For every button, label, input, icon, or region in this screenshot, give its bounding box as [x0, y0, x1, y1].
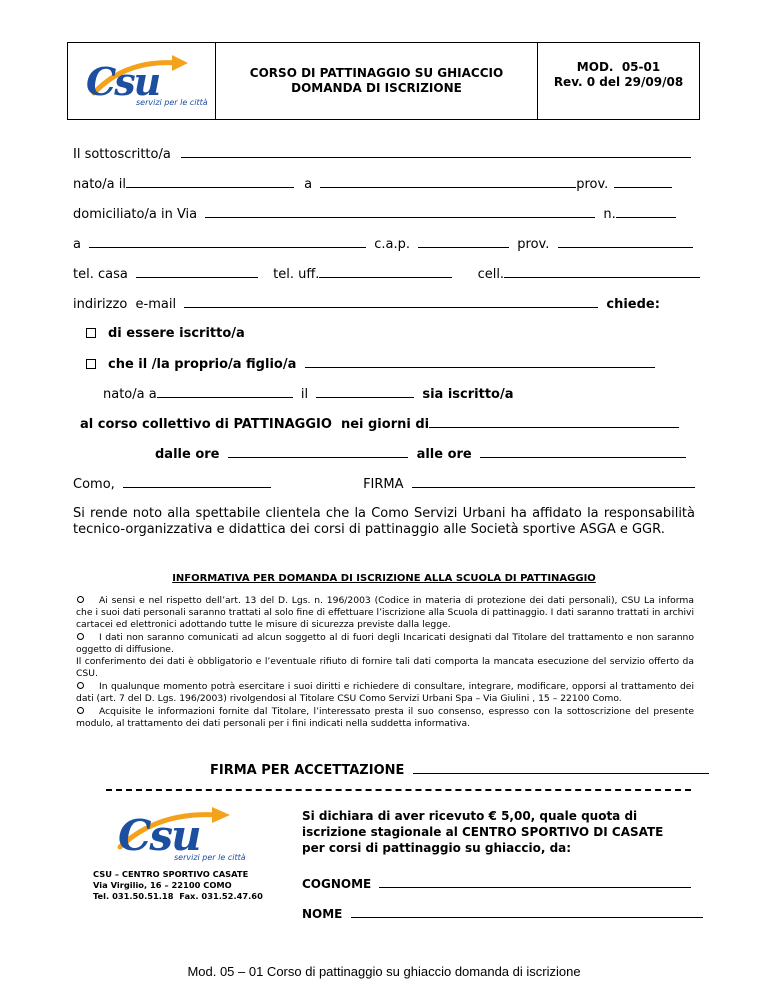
row-domicilio [73, 206, 676, 222]
field-tel-uff[interactable] [319, 266, 452, 278]
label-alle-ore: alle ore [416, 447, 472, 462]
field-via[interactable] [205, 206, 595, 218]
field-sottoscritto[interactable] [181, 146, 691, 158]
label-tel-uff: tel. uff. [273, 267, 320, 282]
header-mod-cell [538, 43, 699, 119]
org-street: Via Virgilio, 16 – 22100 COMO [93, 880, 232, 890]
label-child-il: il [300, 387, 309, 402]
informativa-title: INFORMATIVA PER DOMANDA DI ISCRIZIONE ALLA SCUOLA DI PATTINAGGIO [172, 573, 596, 584]
field-nome[interactable] [351, 906, 703, 918]
header-title-cell [216, 43, 538, 119]
field-firma[interactable] [412, 476, 695, 488]
informativa-body [76, 594, 694, 730]
header-title-line2: DOMANDA DI ISCRIZIONE [291, 81, 462, 95]
field-child-data[interactable] [316, 386, 414, 398]
label-cognome: COGNOME [302, 877, 372, 891]
informativa-item-1: Ai sensi e nel rispetto dell’art. 13 del D. Lgs. n. 196/2003 (Codice in materia di protezione dei dati personali), CSU La informa che i suoi dati personali saranno trattati al solo fine di effettuare l’iscrizione alla Scuola di pattinaggio. I dati saranno trattati in archivi cartacei ed elettronici adottando tutte le misure di sicurezza previste dalla legge. [76, 595, 694, 630]
field-luogo-nascita[interactable] [320, 176, 576, 188]
informativa-item-4: In qualunque momento potrà esercitare i suoi diritti e richiedere di consultare, integrare, modificare, opporsi al trattamento dei dati (art. 7 del D. Lgs. 196/2003) rivolgendosi al Titolare CSU Como Servizi Urbani Spa – Via Giulini , 15 – 22100 Como. [76, 681, 694, 704]
label-tel-casa: tel. casa [73, 267, 128, 282]
bullet-icon [76, 680, 85, 689]
label-option1: di essere iscritto/a [108, 326, 245, 341]
row-telefoni [73, 266, 700, 282]
logo-text: Csu [86, 59, 160, 104]
logo-tagline: servizi per le città [136, 98, 208, 107]
label-a: a [304, 177, 313, 192]
bullet-icon [76, 705, 85, 714]
label-prov2: prov. [517, 237, 550, 252]
cut-line [106, 789, 691, 791]
csu-logo [86, 51, 206, 113]
row-option1 [86, 326, 245, 341]
label-option2: che il /la proprio/a figlio/a [108, 357, 297, 372]
label-corso: al corso collettivo di PATTINAGGIO nei giorni di [80, 417, 430, 432]
notice-paragraph: Si rende noto alla spettabile clientela che la Como Servizi Urbani ha affidato la responsabilità tecnico-organizzativa e didattica dei corsi di pattinaggio alle Società sportive ASGA e GGR. [73, 506, 695, 537]
label-sottoscritto: Il sottoscritto/a [73, 147, 171, 162]
label-firma: FIRMA [363, 477, 404, 492]
header-title-line1: CORSO DI PATTINAGGIO SU GHIACCIO [249, 66, 504, 80]
label-dalle-ore: dalle ore [155, 447, 220, 462]
label-firma-accettazione: FIRMA PER ACCETTAZIONE [210, 763, 405, 778]
row-child-birth [103, 386, 514, 402]
checkbox-iscritto-figlio[interactable] [86, 359, 96, 369]
receipt-org-address [93, 869, 263, 902]
logo-tagline: servizi per le città [174, 853, 246, 862]
field-alle-ore[interactable] [480, 446, 686, 458]
label-domiciliato: domiciliato/a in Via [73, 207, 198, 222]
row-corso [80, 416, 679, 432]
field-citta[interactable] [89, 236, 366, 248]
field-cell[interactable] [504, 266, 700, 278]
label-prov: prov. [576, 177, 609, 192]
field-prov[interactable] [558, 236, 693, 248]
field-email[interactable] [184, 296, 598, 308]
label-sia-iscritto: sia iscritto/a [422, 387, 514, 402]
row-cognome [302, 876, 702, 892]
field-giorni[interactable] [429, 416, 679, 428]
label-email: indirizzo e-mail [73, 297, 177, 312]
header-logo-cell [68, 43, 216, 119]
label-como: Como, [73, 477, 115, 492]
receipt-csu-logo [110, 803, 250, 865]
field-firma-accettazione[interactable] [413, 762, 709, 774]
informativa-item-5: Acquisite le informazioni fornite dal Titolare, l’interessato presta il suo consenso, espresso con la sottoscrizione del presente modulo, al trattamento dei dati personali per i fini indicati nella suddetta informativa. [76, 706, 694, 729]
revision: Rev. 0 del 29/09/08 [553, 75, 684, 89]
receipt-block [302, 808, 702, 922]
field-nome-figlio[interactable] [305, 356, 655, 368]
field-cognome[interactable] [379, 876, 691, 888]
informativa-item-2: I dati non saranno comunicati ad alcun soggetto al di fuori degli Incaricati designati dal Titolare del trattamento e non saranno oggetto di diffusione. [76, 632, 694, 655]
row-sottoscritto [73, 146, 691, 162]
header-box [67, 42, 700, 120]
row-citta [73, 236, 693, 252]
org-phone: Tel. 031.50.51.18 Fax. 031.52.47.60 [93, 891, 263, 901]
row-option2 [86, 356, 655, 372]
checkbox-iscritto-self[interactable] [86, 328, 96, 338]
field-tel-casa[interactable] [136, 266, 258, 278]
bullet-icon [76, 594, 85, 603]
page-footer: Mod. 05 – 01 Corso di pattinaggio su ghiaccio domanda di iscrizione [187, 964, 581, 979]
informativa-item-3: Il conferimento dei dati è obbligatorio e l’eventuale rifiuto di fornire tali dati comporta la mancata esecuzione del servizio offerto da CSU. [76, 656, 694, 679]
field-civico[interactable] [616, 206, 676, 218]
label-child-nato-a: nato/a a [103, 387, 157, 402]
label-cap: c.a.p. [374, 237, 411, 252]
logo-text: Csu [118, 811, 200, 860]
label-nome: NOME [302, 907, 343, 921]
field-data-firma[interactable] [123, 476, 271, 488]
row-email [73, 296, 660, 312]
row-firma [73, 476, 695, 492]
label-a2: a [73, 237, 81, 252]
row-nascita [73, 176, 672, 192]
row-orari [155, 446, 686, 462]
bullet-icon [76, 631, 85, 640]
label-chiede: chiede: [606, 297, 660, 312]
mod-code: MOD. 05-01 [576, 60, 661, 74]
field-child-luogo[interactable] [157, 386, 293, 398]
row-firma-accettazione [210, 762, 709, 778]
field-prov-nascita[interactable] [614, 176, 672, 188]
org-name: CSU – CENTRO SPORTIVO CASATE [93, 869, 249, 879]
label-n: n. [603, 207, 616, 222]
field-cap[interactable] [418, 236, 509, 248]
label-nato-il: nato/a il [73, 177, 126, 192]
row-nome [302, 906, 702, 922]
label-cell: cell. [477, 267, 505, 282]
field-dalle-ore[interactable] [228, 446, 408, 458]
field-data-nascita[interactable] [126, 176, 294, 188]
receipt-text: Si dichiara di aver ricevuto € 5,00, quale quota di iscrizione stagionale al CENTRO SPORTIVO DI CASATE per corsi di pattinaggio su ghiaccio, da: [302, 809, 664, 855]
